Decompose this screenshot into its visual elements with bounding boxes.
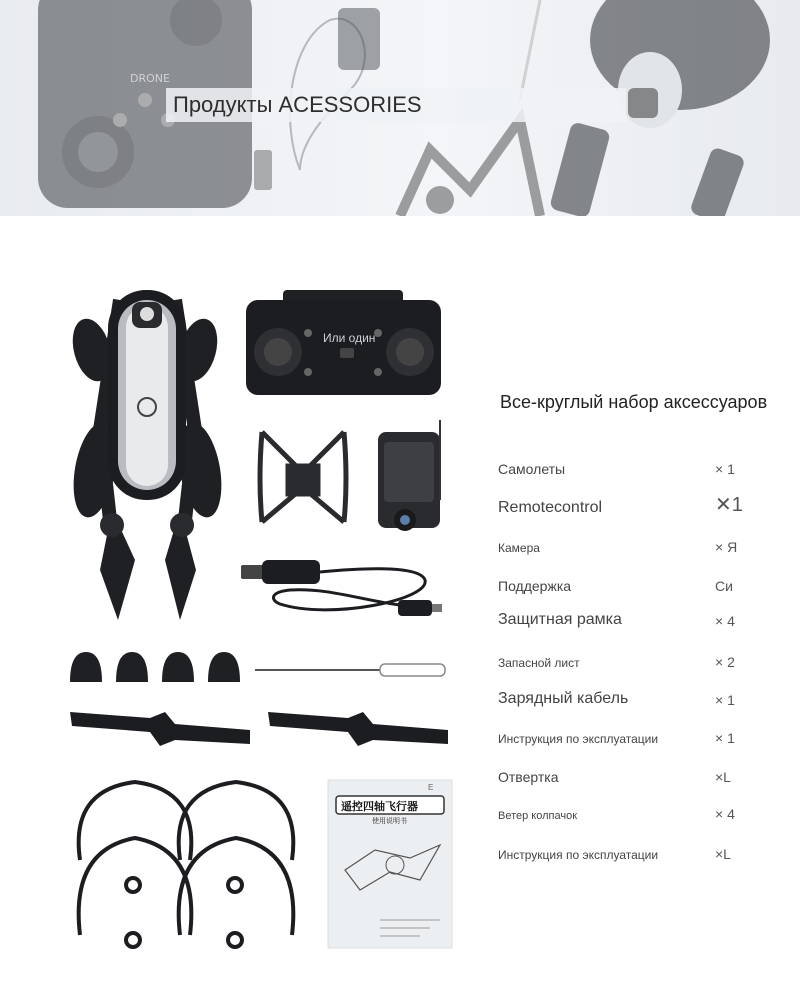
list-item bbox=[498, 678, 788, 714]
camera-image bbox=[378, 420, 440, 531]
item-name: Запасной лист bbox=[498, 656, 580, 670]
accessories-illustration bbox=[0, 216, 480, 976]
remote-label: Или один bbox=[323, 331, 376, 345]
item-quantity: ×L bbox=[715, 846, 731, 862]
protective-frames-image bbox=[79, 782, 294, 947]
banner-title: Продукты ACESSORIES bbox=[166, 88, 626, 122]
item-quantity: × 4 bbox=[715, 613, 735, 629]
list-item bbox=[498, 447, 788, 483]
item-quantity: × 1 bbox=[715, 730, 735, 746]
item-name: Ветер колпачок bbox=[498, 810, 578, 822]
wind-caps-image bbox=[70, 652, 240, 682]
list-item bbox=[498, 755, 788, 791]
item-name: Инструкция по эксплуатации bbox=[498, 732, 659, 746]
list-item bbox=[498, 525, 788, 561]
manual-corner-mark: E bbox=[428, 783, 434, 792]
item-quantity: Си bbox=[715, 578, 733, 594]
item-quantity: × 2 bbox=[715, 654, 735, 670]
accessories-heading: Все-круглый набор аксессуаров bbox=[500, 392, 768, 412]
item-name: Самолеты bbox=[498, 461, 566, 477]
list-item bbox=[498, 640, 788, 676]
charging-cable-image bbox=[241, 560, 442, 616]
manual-title: 遥控四轴飞行器 bbox=[341, 800, 418, 813]
item-name: Remotecontrol bbox=[498, 499, 603, 516]
item-quantity: × 4 bbox=[715, 806, 735, 822]
spare-blades-image bbox=[70, 712, 448, 746]
item-quantity: × 1 bbox=[715, 461, 735, 477]
item-quantity: × 1 bbox=[715, 692, 735, 708]
banner-controller-text: DRONE bbox=[130, 72, 170, 85]
item-name: Отвертка bbox=[498, 769, 559, 785]
list-item bbox=[498, 832, 788, 868]
item-name: Инструкция по эксплуатации bbox=[498, 848, 659, 862]
item-name: Поддержка bbox=[498, 578, 572, 594]
item-name: Камера bbox=[498, 541, 540, 555]
list-item bbox=[498, 716, 788, 752]
list-item bbox=[498, 599, 788, 635]
banner bbox=[0, 0, 800, 216]
remote-control-image bbox=[246, 290, 441, 395]
manual-subtitle: 使用说明书 bbox=[372, 817, 407, 825]
drone-image bbox=[66, 290, 228, 620]
item-name: Зарядный кабель bbox=[498, 690, 629, 707]
item-quantity: ✕1 bbox=[715, 494, 743, 516]
support-stand-image bbox=[260, 432, 346, 522]
list-item bbox=[498, 487, 788, 523]
list-item bbox=[498, 792, 788, 828]
instruction-manual-image bbox=[328, 780, 452, 948]
list-item bbox=[498, 564, 788, 600]
screwdriver-image bbox=[255, 664, 445, 676]
item-quantity: × Я bbox=[715, 539, 738, 555]
item-quantity: ×L bbox=[715, 769, 731, 785]
item-name: Защитная рамка bbox=[498, 611, 622, 628]
